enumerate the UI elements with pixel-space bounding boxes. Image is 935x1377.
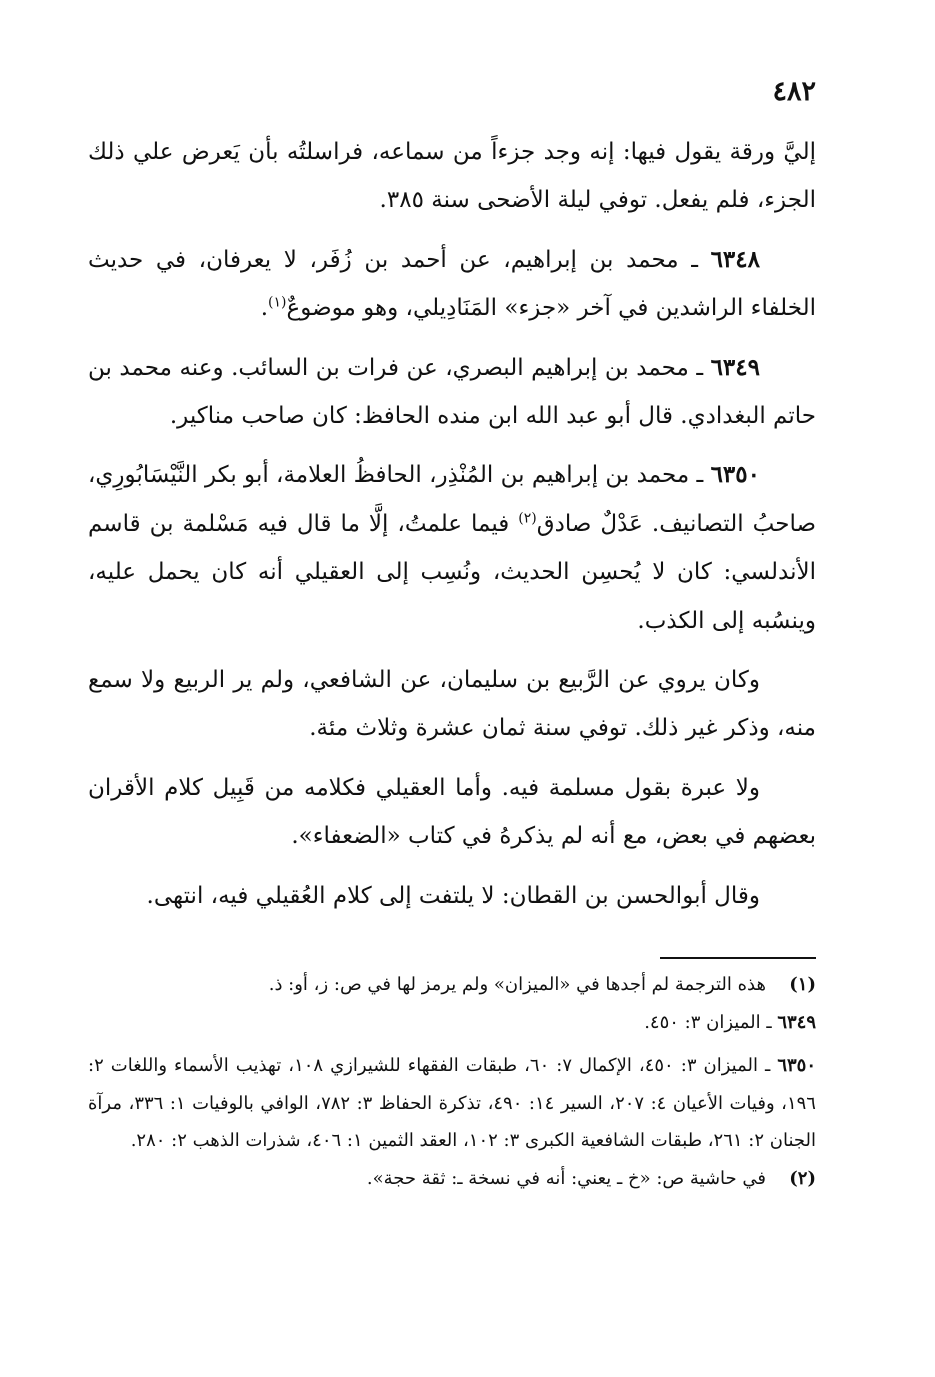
page-number: ٤٨٢ xyxy=(772,76,816,107)
paragraph-text: وقال أبوالحسن بن القطان: لا يلتفت إلى كلام العُقيلي فيه، انتهى. xyxy=(146,882,760,909)
entry-6349 xyxy=(88,344,816,441)
footnote-6349 xyxy=(88,1004,816,1042)
footnote-label: ٦٣٤٩ xyxy=(777,1011,816,1033)
paragraph-text: ولا عبرة بقول مسلمة فيه. وأما العقيلي فكلامه من قَبِيل كلام الأقران بعضهم في بعض، مع أنه لم يذكرهُ في كتاب «الضعفاء». xyxy=(88,774,816,850)
main-text xyxy=(88,128,816,931)
entry-text-end: . xyxy=(260,295,269,322)
footnote-1 xyxy=(88,966,816,1004)
entry-text: ـ محمد بن إبراهيم بن المُنْذِر، الحافظُ العلامة، أبو بكر النَّيْسَابُورِي، صاحبُ التصانيف. عَدْلٌ صادق xyxy=(88,462,816,537)
entry-number: ٦٣٤٩ xyxy=(710,353,760,381)
footnote-label: (٢) xyxy=(789,1167,816,1189)
footnote-text: ـ الميزان ٣: ٤٥٠. xyxy=(644,1011,778,1033)
footnote-ref: (١) xyxy=(268,294,287,311)
footnote-text: هذه الترجمة لم أجدها في «الميزان» ولم يرمز لها في ص: ز، أو: ذ. xyxy=(268,974,766,995)
footnote-text: في حاشية ص: «خ ـ يعني: أنه في نسخة ـ: ثقة حجة». xyxy=(366,1167,766,1189)
entry-number: ٦٣٥٠ xyxy=(710,461,760,489)
footnotes xyxy=(88,966,816,1197)
footnote-label: ٦٣٥٠ xyxy=(777,1055,816,1076)
entry-text-cont: فيما علمتُ، إلَّا ما قال فيه مَسْلمة بن قاسم الأندلسي: كان لا يُحسِن الحديث، ونُسِب إلى العقيلي أنه كان يحمل عليه، وينسُبه إلى الكذب. xyxy=(88,510,816,634)
footnote-label: (١) xyxy=(789,974,816,995)
paragraph xyxy=(88,872,816,920)
footnote-2 xyxy=(88,1160,816,1198)
entry-text: ـ محمد بن إبراهيم، عن أحمد بن زُفَر، لا يعرفان، في حديث الخلفاء الراشدين في آخر «جزء» المَنَادِيلي، وهو موضوعٌ xyxy=(88,246,816,322)
paragraph xyxy=(88,764,816,861)
footnote-divider xyxy=(660,957,816,959)
entry-6350 xyxy=(88,451,816,645)
paragraph-text: وكان يروي عن الرَّبيع بن سليمان، عن الشافعي، ولم ير الربيع ولا سمع منه، وذكر غير ذلك. توفي سنة ثمان عشرة وثلاث مئة. xyxy=(88,667,816,742)
continued-entry-paragraph xyxy=(88,128,816,225)
paragraph xyxy=(88,656,816,753)
entry-text: ـ محمد بن إبراهيم البصري، عن فرات بن السائب. وعنه محمد بن حاتم البغدادي. قال أبو عبد الله ابن منده الحافظ: كان صاحب مناكير. xyxy=(88,354,816,430)
entry-6348 xyxy=(88,236,816,333)
entry-number: ٦٣٤٨ xyxy=(710,245,760,273)
footnote-ref: (٢) xyxy=(518,510,537,527)
paragraph-text: إليَّ ورقة يقول فيها: إنه وجد جزءاً من سماعه، فراسلتُه بأن يَعرض علي ذلك الجزء، فلم يفعل. توفي ليلة الأضحى سنة ٣٨٥. xyxy=(88,139,816,214)
footnote-text: ـ الميزان ٣: ٤٥٠، الإكمال ٧: ٦٠، طبقات الفقهاء للشيرازي ١٠٨، تهذيب الأسماء واللغات ٢: ١٩٦، وفيات الأعيان ٤: ٢٠٧، السير ١٤: ٤٩٠، تذكرة الحفاظ ٣: ٧٨٢، الوافي بالوفيات ١: ٣٣٦، مرآة الجنان ٢: ٢٦١، طبقات الشافعية الكبرى ٣: ١٠٢، العقد الثمين ١: ٤٠٦، شذرات الذهب ٢: ٢٨٠. xyxy=(88,1055,816,1151)
footnote-6350 xyxy=(88,1047,816,1160)
